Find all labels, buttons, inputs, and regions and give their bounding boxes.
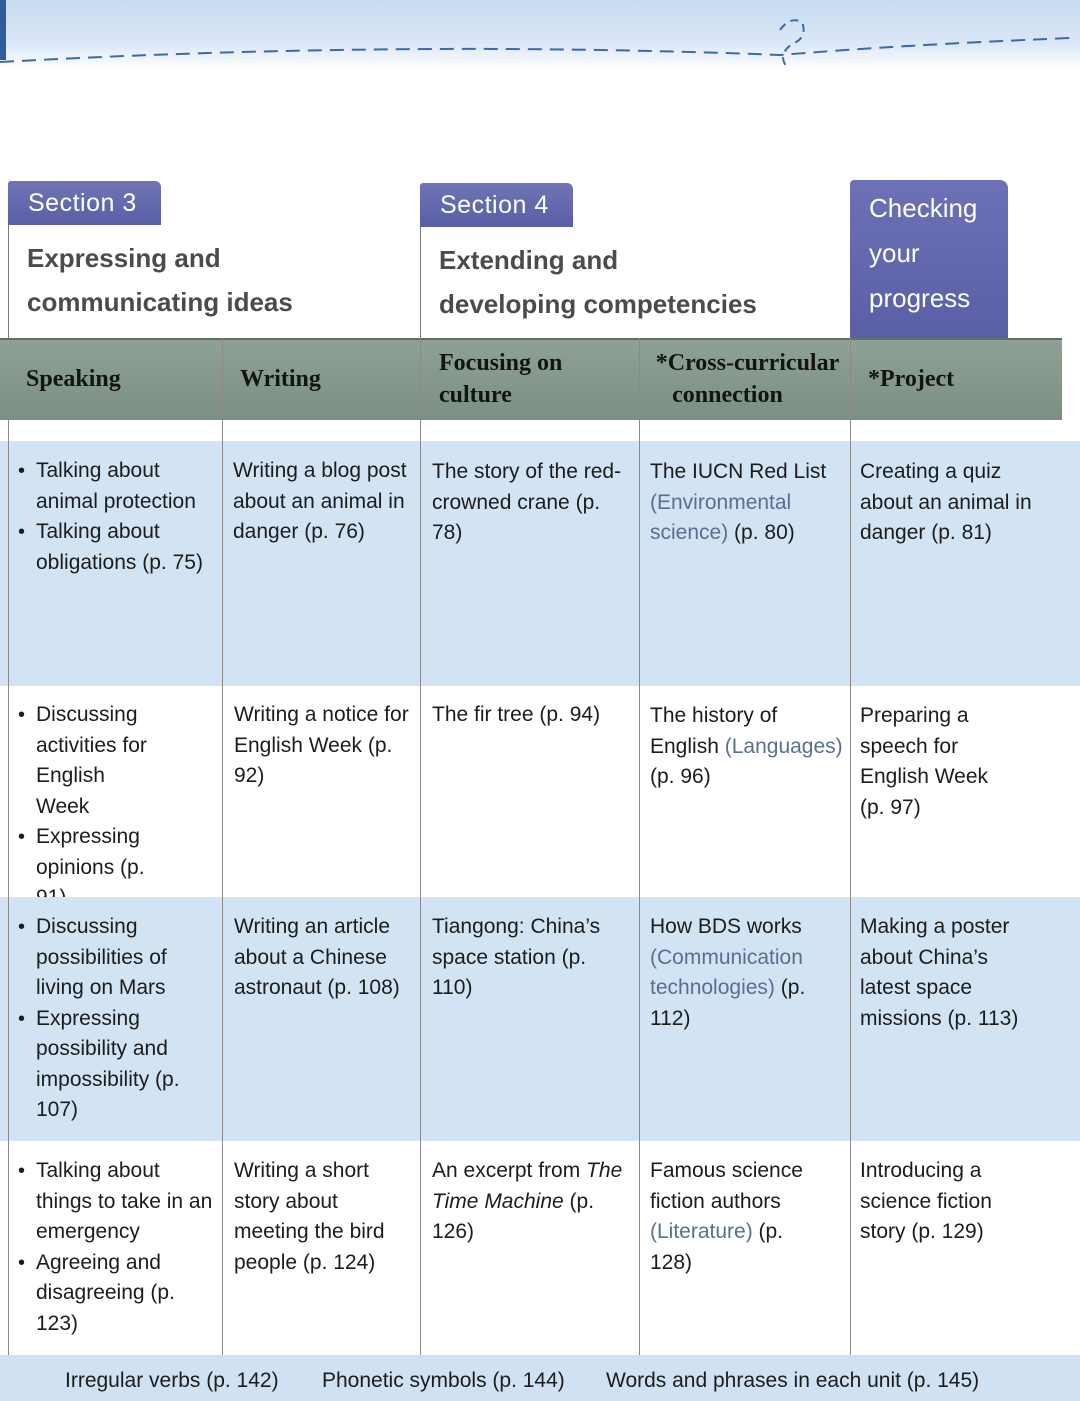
- appendix-footer: [0, 1355, 1080, 1401]
- row3-culture: Tiangong: China’s space station (p. 110): [432, 915, 601, 999]
- section3-tab: [8, 181, 161, 225]
- list-item: • Talking about things to take in an emergency: [8, 1156, 218, 1248]
- col-cross: [645, 338, 850, 420]
- section4-title-line1: Extending and: [439, 245, 619, 275]
- col-speaking-label: Speaking: [26, 366, 121, 392]
- col-cross-line2: connection: [672, 382, 783, 408]
- row4-cross-main: Famous science fiction authors: [650, 1159, 803, 1213]
- col-cross-line1: *Cross-curricular: [655, 350, 840, 376]
- col-culture: [439, 338, 634, 420]
- row1-speaking: [8, 456, 218, 578]
- row1-cross-page: (p. 80): [734, 521, 795, 544]
- dashed-line-decoration: [0, 0, 1080, 70]
- footer-irregular-verbs: Irregular verbs (p. 142): [65, 1369, 279, 1392]
- checking-progress-block: [850, 180, 1008, 340]
- grid-line: [420, 338, 421, 1355]
- row1-cross: [650, 457, 845, 549]
- row1-culture: The story of the red-crowned crane (p. 78): [432, 460, 622, 544]
- row3-cross-subject: (Communication technologies): [650, 945, 803, 999]
- row4-culture-page: (p. 126): [432, 1189, 595, 1243]
- frame-line-mid: [420, 227, 421, 338]
- row4-cross-page: (p. 128): [650, 1220, 784, 1274]
- row2-cross-page: (p. 96): [650, 765, 711, 788]
- row4-speaking: [8, 1156, 218, 1339]
- row1-writing: Writing a blog post about an animal in danger (p. 76): [233, 459, 407, 543]
- section4-title-line2: developing competencies: [439, 289, 757, 319]
- row3-cross: [650, 912, 835, 1034]
- col-speaking: [26, 338, 216, 420]
- row4-culture-italic: The Time Machine: [432, 1159, 623, 1213]
- row4-cross: [650, 1156, 810, 1278]
- footer-phonetic-symbols: Phonetic symbols (p. 144): [322, 1369, 565, 1392]
- row4-culture-pre: An excerpt from: [432, 1159, 581, 1182]
- section4-title: [439, 238, 757, 326]
- section3-title-line2: communicating ideas: [27, 287, 293, 317]
- row3-cross-main: How BDS works: [650, 915, 802, 938]
- list-item: • Agreeing and disagreeing (p. 123): [8, 1248, 218, 1340]
- section4-tab-label: Section 4: [440, 190, 549, 219]
- row1-cross-subject: (Environmental science): [650, 490, 792, 544]
- row2-cross: [650, 701, 845, 793]
- grid-line: [850, 338, 851, 1355]
- row3-project: Making a poster about China’s latest space missions (p. 113): [860, 915, 1019, 1030]
- row2-writing: Writing a notice for English Week (p. 92): [234, 703, 409, 787]
- grid-line: [639, 338, 640, 1355]
- checking-line3: progress: [869, 283, 971, 313]
- row4-project: Introducing a science fiction story (p. 129): [860, 1159, 992, 1243]
- section4-tab: [420, 183, 573, 227]
- top-decorative-band: [0, 0, 1080, 70]
- col-project: [868, 338, 1048, 420]
- frame-line-left: [8, 225, 9, 338]
- checking-line1: Checking: [869, 193, 978, 223]
- col-culture-line2: culture: [439, 382, 512, 408]
- section3-title: [27, 236, 293, 324]
- row2-culture: The fir tree (p. 94): [432, 703, 601, 726]
- row2-speaking: [8, 700, 218, 914]
- grid-line: [222, 338, 223, 1355]
- list-item: • Expressing possibility and impossibility (p. 107): [8, 1004, 218, 1126]
- list-item: • Talking about obligations (p. 75): [8, 517, 218, 578]
- row1-project: Creating a quiz about an animal in danger (p. 81): [860, 460, 1032, 544]
- checking-line2: your: [869, 238, 920, 268]
- row2-project: Preparing a speech for English Week (p. 97): [860, 704, 989, 819]
- row2-cross-main: The history of English: [650, 704, 778, 758]
- row4-writing: Writing a short story about meeting the bird people (p. 124): [234, 1159, 385, 1274]
- row3-writing: Writing an article about a Chinese astronaut (p. 108): [234, 915, 400, 999]
- grid-line: [8, 420, 9, 1355]
- col-project-label: *Project: [868, 366, 955, 392]
- list-item: • Discussing possibilities of living on Mars: [8, 912, 218, 1004]
- row1-cross-main: The IUCN Red List: [650, 460, 827, 483]
- row4-culture: [432, 1156, 632, 1248]
- section3-tab-label: Section 3: [28, 188, 137, 217]
- section3-title-line1: Expressing and: [27, 243, 221, 273]
- list-item: • Expressing opinions (p.: [8, 822, 218, 914]
- row3-cross-page: (p. 112): [650, 976, 806, 1030]
- list-item: • Talking about animal protection: [8, 456, 218, 517]
- row4-cross-subject: (Literature): [650, 1220, 753, 1243]
- list-item: • Discussing activities for English Week: [8, 700, 218, 822]
- row3-speaking: [8, 912, 218, 1126]
- row2-cross-subject: (Languages): [724, 734, 843, 758]
- col-writing-label: Writing: [240, 366, 321, 392]
- footer-words-phrases: Words and phrases in each unit (p. 145): [606, 1369, 980, 1392]
- col-writing: [240, 338, 415, 420]
- col-culture-line1: Focusing on: [439, 350, 563, 376]
